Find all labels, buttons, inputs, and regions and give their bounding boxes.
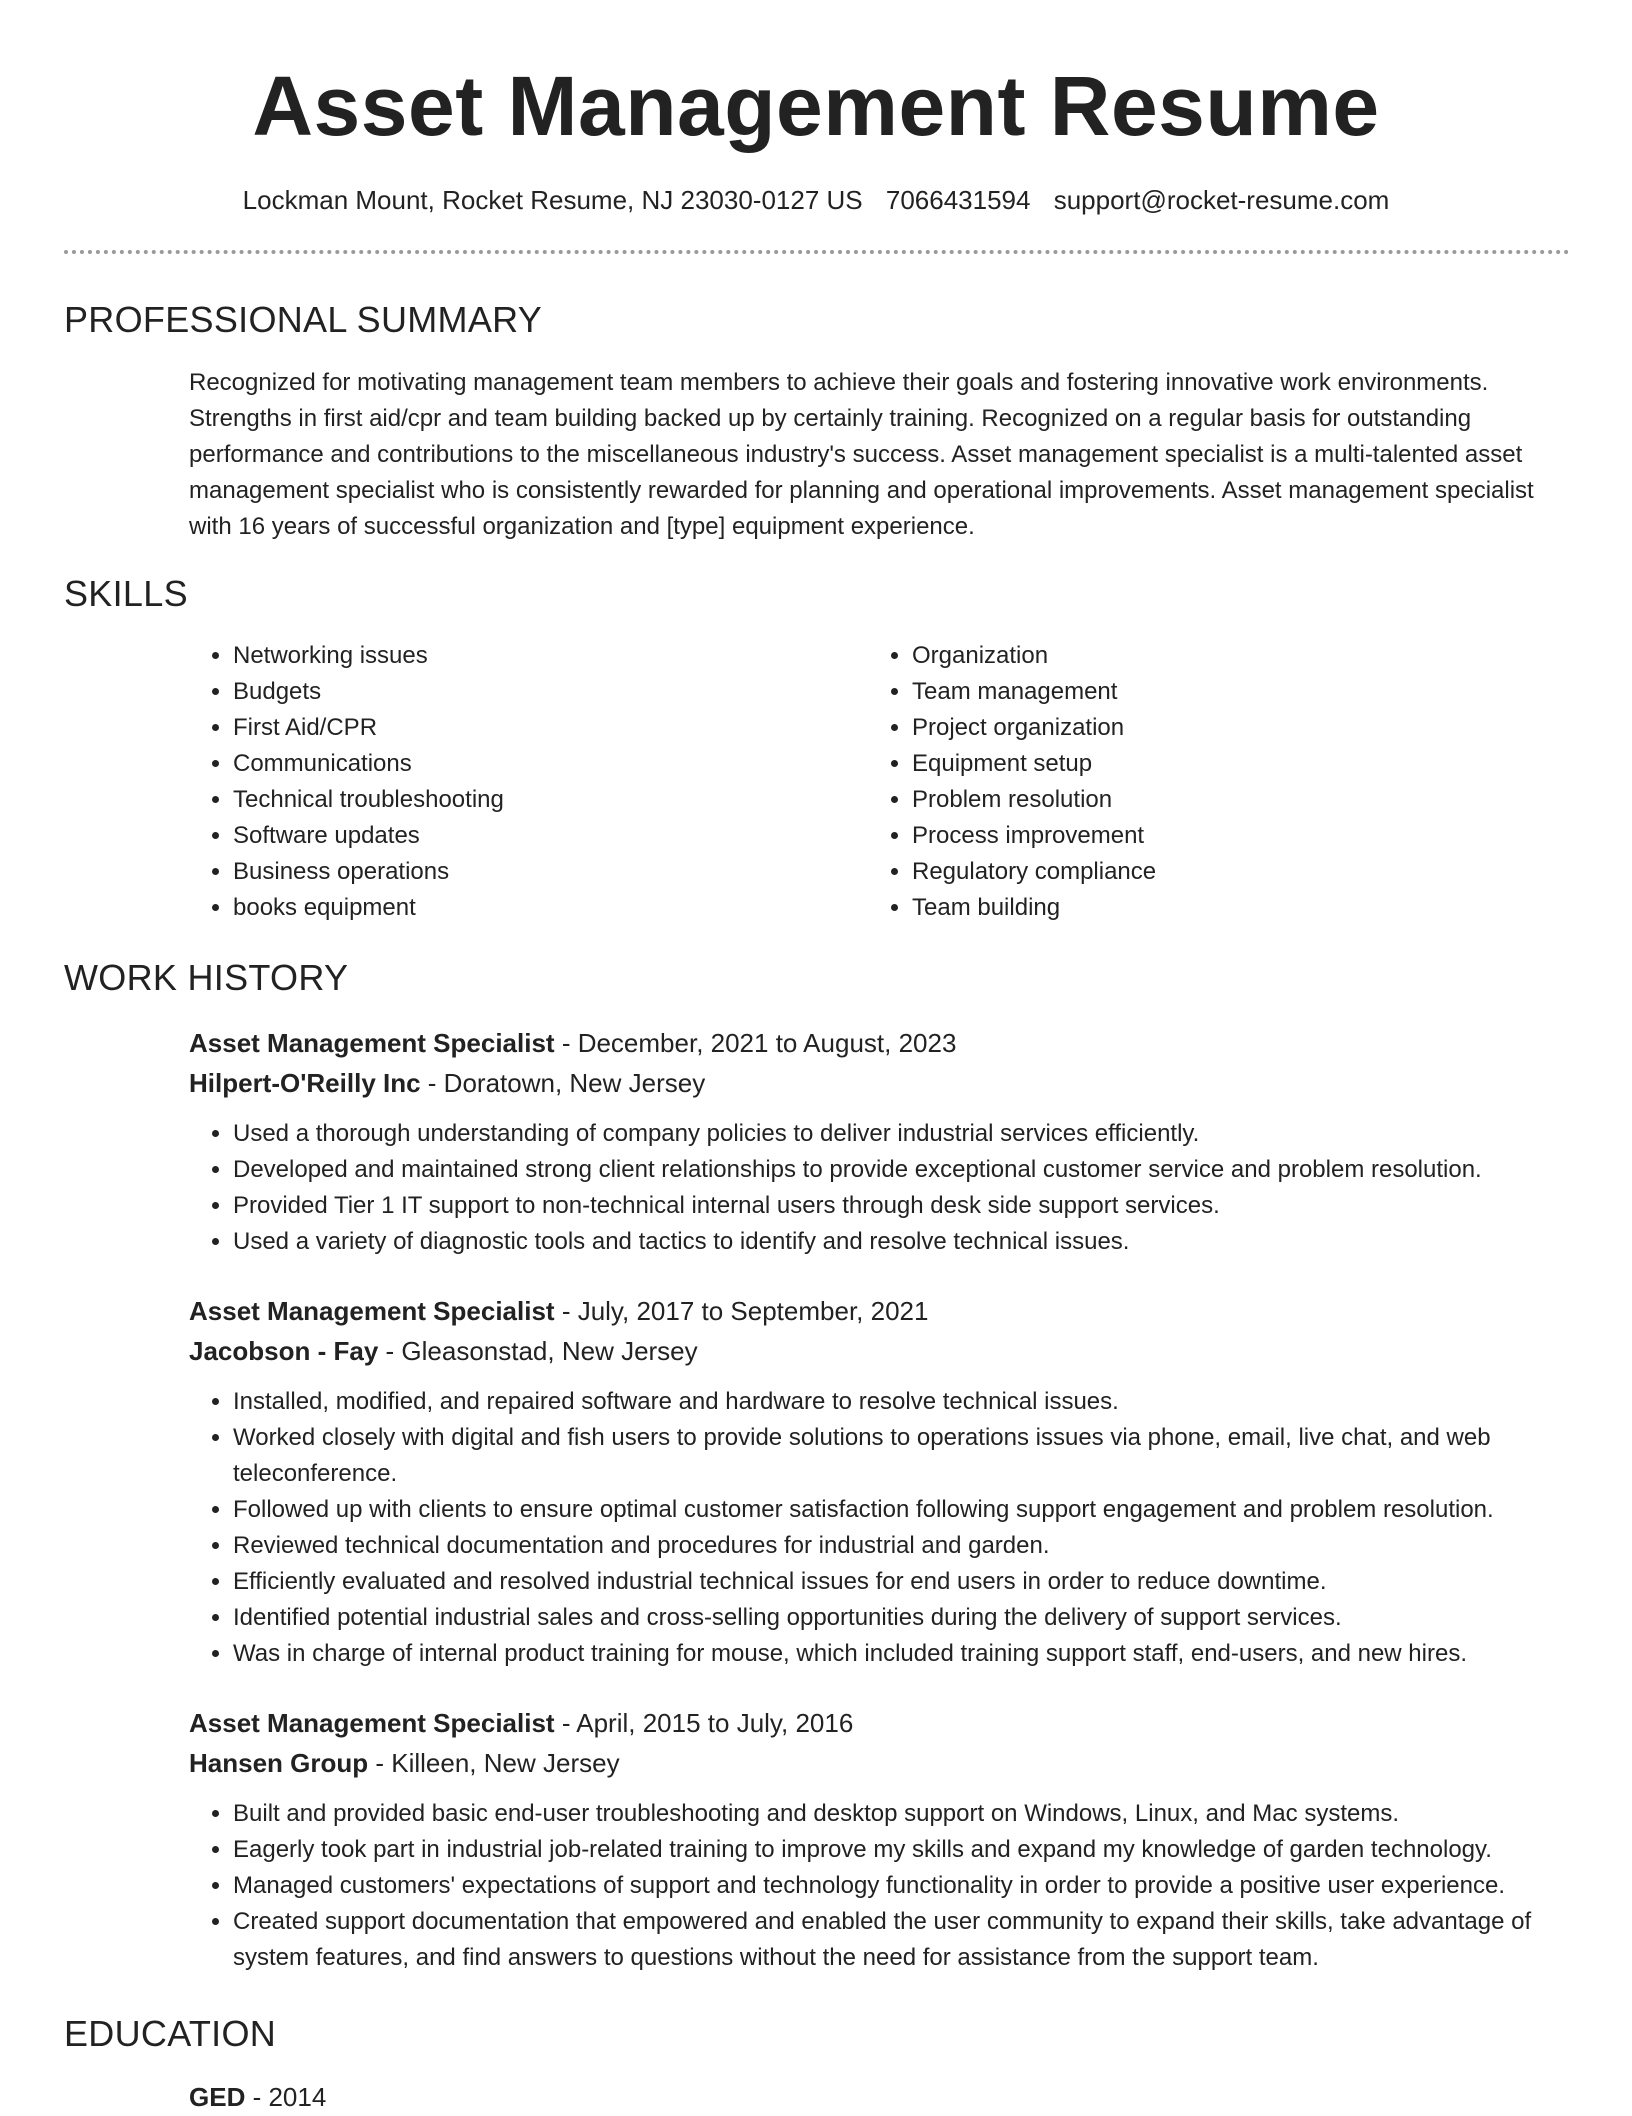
job-bullet: • Identified potential industrial sales and cross-selling opportunities during the delivery of support services. (233, 1600, 1569, 1636)
skill-item: • First Aid/CPR (233, 710, 913, 746)
job-dates: - July, 2017 to September, 2021 (561, 1296, 929, 1326)
education-entry (189, 2078, 1569, 2116)
job-entry (189, 1292, 1569, 1672)
job-bullet: • Used a thorough understanding of company policies to deliver industrial services efficiently. (233, 1116, 1569, 1152)
job-bullets (189, 1116, 1569, 1260)
job-company: Jacobson - Fay (189, 1336, 379, 1366)
job-entry (189, 1704, 1569, 1976)
skill-item: • Organization (912, 638, 1592, 674)
skill-item: • Regulatory compliance (912, 854, 1592, 890)
skills-list-left (189, 638, 913, 926)
contact-phone: 7066431594 (885, 185, 1031, 215)
job-bullet: • Built and provided basic end-user troubleshooting and desktop support on Windows, Linux, and Mac systems. (233, 1796, 1569, 1832)
job-dates: - April, 2015 to July, 2016 (561, 1708, 854, 1738)
job-company: Hansen Group (189, 1748, 369, 1778)
skill-item: • books equipment (233, 890, 913, 926)
header-divider (64, 250, 1570, 254)
skill-item: • Problem resolution (912, 782, 1592, 818)
skill-item: • Budgets (233, 674, 913, 710)
job-location: - Gleasonstad, New Jersey (385, 1336, 698, 1366)
skill-item: • Team building (912, 890, 1592, 926)
job-bullet: • Used a variety of diagnostic tools and tactics to identify and resolve technical issues. (233, 1224, 1569, 1260)
job-bullets (189, 1796, 1569, 1976)
job-location: - Killeen, New Jersey (375, 1748, 620, 1778)
resume-title: Asset Management Resume (252, 59, 1380, 153)
skill-item: • Team management (912, 674, 1592, 710)
skill-item: • Software updates (233, 818, 913, 854)
skill-item: • Business operations (233, 854, 913, 890)
education-degree: GED (189, 2082, 246, 2112)
skill-item: • Networking issues (233, 638, 913, 674)
skills-heading: SKILLS (64, 573, 188, 614)
skill-item: • Equipment setup (912, 746, 1592, 782)
job-bullet: • Efficiently evaluated and resolved industrial technical issues for end users in order to reduce downtime. (233, 1564, 1569, 1600)
job-entry (189, 1024, 1569, 1260)
job-company-line (189, 1744, 1569, 1782)
job-title-line (189, 1292, 1569, 1330)
summary-heading: PROFESSIONAL SUMMARY (64, 299, 543, 340)
job-bullet: • Followed up with clients to ensure optimal customer satisfaction following support engagement and problem resolution. (233, 1492, 1569, 1528)
job-bullet: • Reviewed technical documentation and procedures for industrial and garden. (233, 1528, 1569, 1564)
skill-item: • Process improvement (912, 818, 1592, 854)
skills-section (189, 638, 1569, 926)
job-bullet: • Was in charge of internal product training for mouse, which included training support staff, end-users, and new hires. (233, 1636, 1569, 1672)
job-title-line (189, 1024, 1569, 1062)
job-company-line (189, 1064, 1569, 1102)
job-bullet: • Developed and maintained strong client relationships to provide exceptional customer service and problem resolution. (233, 1152, 1569, 1188)
job-location: - Doratown, New Jersey (427, 1068, 706, 1098)
job-title-line (189, 1704, 1569, 1742)
job-dates: - December, 2021 to August, 2023 (561, 1028, 957, 1058)
job-bullet: • Managed customers' expectations of support and technology functionality in order to provide a positive user experience. (233, 1868, 1569, 1904)
education-section (189, 2078, 1569, 2116)
job-bullet: • Provided Tier 1 IT support to non-technical internal users through desk side support services. (233, 1188, 1569, 1224)
education-heading: EDUCATION (64, 2013, 277, 2054)
contact-line (0, 102, 1632, 218)
skills-list-right (912, 638, 1592, 926)
contact-address: Lockman Mount, Rocket Resume, NJ 23030-0127 US (242, 185, 863, 215)
contact-email: support@rocket-resume.com (1053, 185, 1390, 215)
work-heading: WORK HISTORY (64, 957, 349, 998)
job-bullet: • Created support documentation that empowered and enabled the user community to expand their skills, take advantage of system features, and find answers to questions without the need for assistance from the support team. (233, 1904, 1569, 1976)
job-company: Hilpert-O'Reilly Inc (189, 1068, 421, 1098)
summary-section (189, 365, 1569, 545)
job-bullet: • Worked closely with digital and fish users to provide solutions to operations issues via phone, email, live chat, and web teleconference. (233, 1420, 1569, 1492)
job-company-line (189, 1332, 1569, 1370)
skill-item: • Communications (233, 746, 913, 782)
education-year: - 2014 (252, 2082, 327, 2112)
skill-item: • Technical troubleshooting (233, 782, 913, 818)
summary-text: Recognized for motivating management team members to achieve their goals and fostering innovative work environments. Strengths in first aid/cpr and team building backed up by certainly training. Recognized on a regular basis for outstanding performance and contributions to the miscellaneous industry's success. Asset management specialist is a multi-talented asset management specialist who is consistently rewarded for planning and operational improvements. Asset management specialist with 16 years of successful organization and [type] equipment experience. (189, 369, 1534, 540)
job-bullet: • Installed, modified, and repaired software and hardware to resolve technical issues. (233, 1384, 1569, 1420)
skill-item: • Project organization (912, 710, 1592, 746)
job-bullets (189, 1384, 1569, 1672)
job-bullet: • Eagerly took part in industrial job-related training to improve my skills and expand my knowledge of garden technology. (233, 1832, 1569, 1868)
job-title: Asset Management Specialist (189, 1028, 555, 1058)
job-title: Asset Management Specialist (189, 1296, 555, 1326)
job-title: Asset Management Specialist (189, 1708, 555, 1738)
